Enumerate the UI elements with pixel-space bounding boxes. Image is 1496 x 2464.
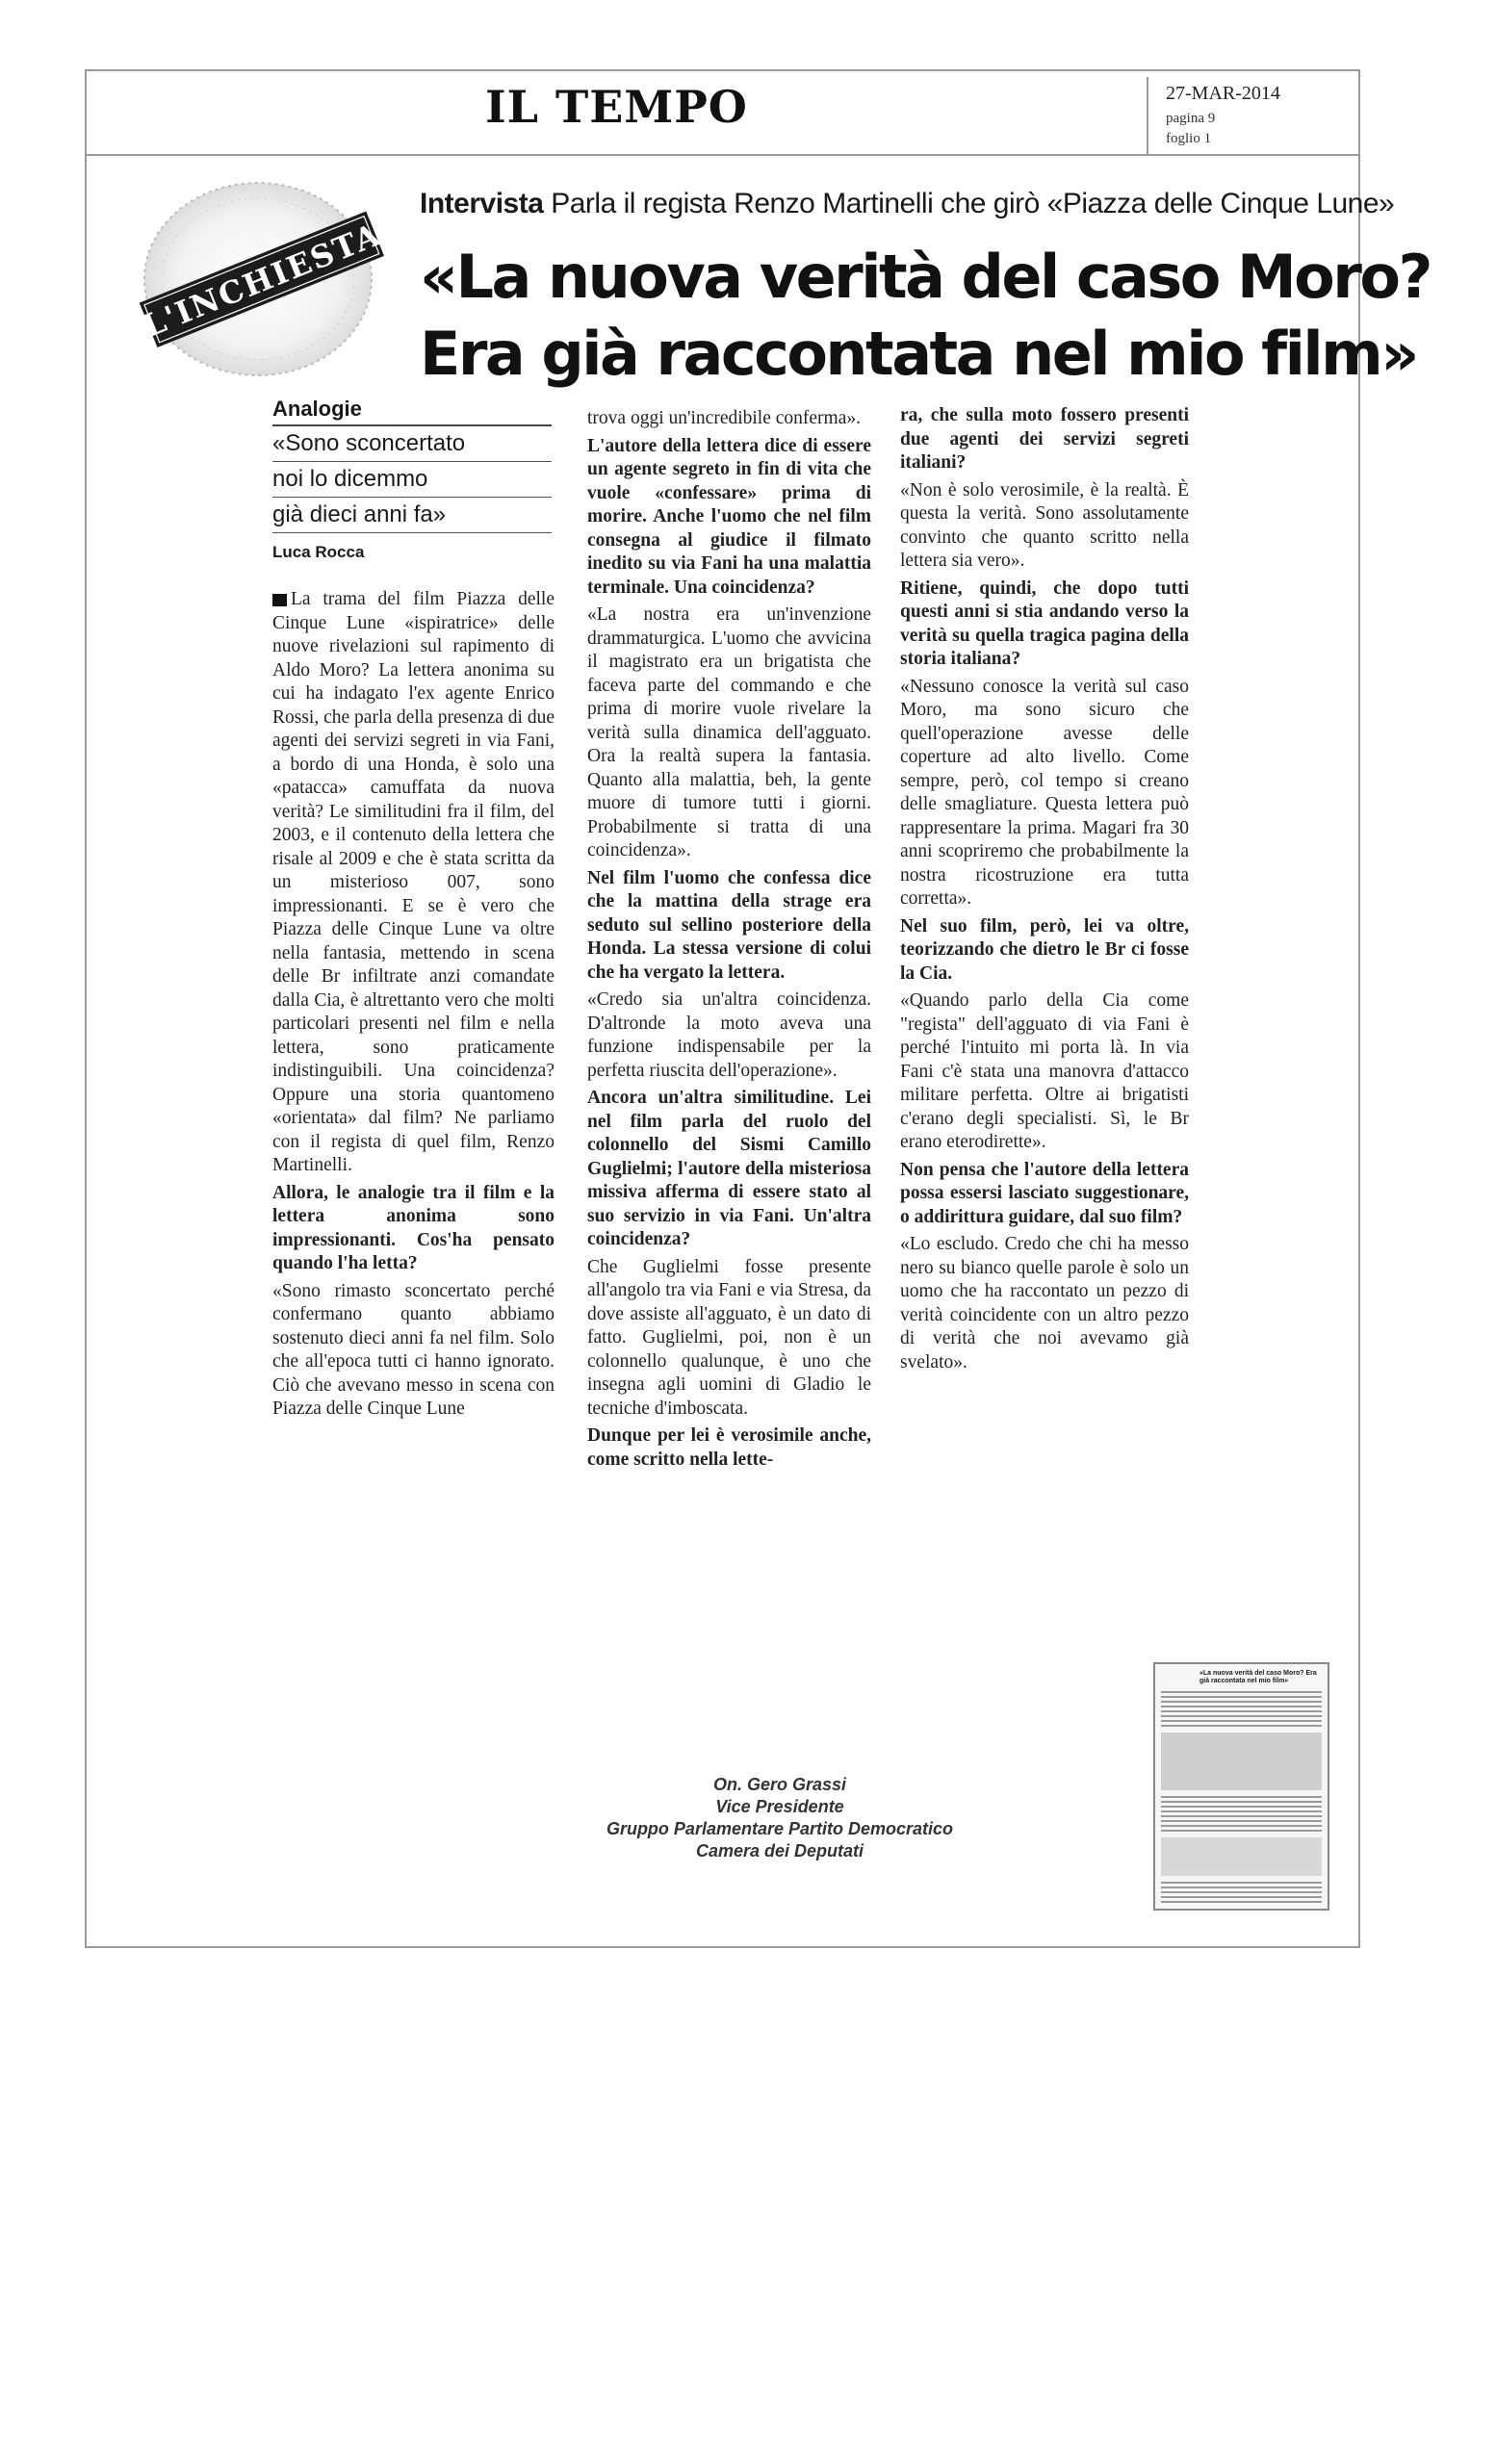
clipping-date: 27-MAR-2014 — [1166, 83, 1280, 104]
paragraph-text: L'autore della lettera dice di essere un agente segreto in fin di vita che vuole «confessare» prima di morire. Anche l'uomo che nel film consegna al giudice il filmato inedito su via Fani ha una malattia terminale. Una coincidenza? — [587, 435, 871, 598]
article-paragraph — [900, 676, 1189, 911]
paragraph-text: La trama del film Piazza delle Cinque Lune «ispiratrice» delle nuove rivelazioni sul rapimento di Aldo Moro? La lettera anonima su cui ha indagato l'ex agente Enrico Rossi, che parla della presenza di due agenti dei servizi segreti in via Fani, a bordo di una Honda, è solo una «patacca» camuffata da nuova verità? Le similitudini fra il film, del 2003, e il contenuto della lettera che risale al 2009 e che è stata scritta da un misterioso 007, sono impressionanti. E se è vero che Piazza delle Cinque Lune va oltre nella fantasia, mettendo in scena delle Br infiltrate anzi comandate dalla Cia, è altrettanto vero che molti particolari presenti nel film e nella lettera, sono praticamente indistinguibili. Una coincidenza? Oppure una storia quantomeno «orientata» dal film? Ne parliamo con il regista di quel film, Renzo Martinelli. — [272, 589, 555, 1175]
interview-question — [900, 404, 1189, 475]
masthead: IL TEMPO — [485, 81, 748, 133]
article-column-1 — [272, 588, 555, 1425]
article-kicker — [420, 188, 1395, 220]
headline-line-1: «La nuova verità del caso Moro? — [420, 242, 1431, 312]
interview-question — [900, 1159, 1189, 1230]
article-headline — [420, 239, 1431, 393]
interview-question — [900, 915, 1189, 987]
signature-name: On. Gero Grassi — [712, 1775, 847, 1794]
clipping-meta — [1147, 77, 1354, 154]
paragraph-text: ra, che sulla moto fossero presenti due agenti dei servizi segreti italiani? — [900, 405, 1189, 473]
paragraph-square-marker — [272, 594, 287, 606]
article-paragraph — [900, 479, 1189, 574]
thumbnail-placeholder-lines — [1161, 1691, 1322, 1903]
paragraph-text: Ancora un'altra similitudine. Lei nel film parla del ruolo del colonnello del Sismi Camillo Guglielmi; l'autore della misteriosa missiva afferma di essere stato al suo servizio in via Fani. Un'altra coincidenza? — [587, 1088, 871, 1249]
paragraph-text: Non pensa che l'autore della lettera possa essersi lasciato suggestionare, o addirittura guidare, dal suo film? — [900, 1159, 1189, 1227]
article-byline: Luca Rocca — [272, 543, 365, 561]
paragraph-text: Nel suo film, però, lei va oltre, teorizzando che dietro le Br ci fosse la Cia. — [900, 915, 1189, 984]
interview-question — [587, 1424, 871, 1472]
article-column-3 — [900, 404, 1189, 1378]
clipping-sheet: foglio 1 — [1166, 131, 1212, 146]
signature-group: Gruppo Parlamentare Partito Democratico — [606, 1819, 954, 1838]
paragraph-text: «Non è solo verosimile, è la realtà. È questa la verità. Sono assolutamente convinto che quanto scritto nella lettera sia vero». — [900, 479, 1189, 571]
paragraph-text: trova oggi un'incredibile conferma». — [587, 408, 861, 428]
article-paragraph — [587, 407, 871, 431]
signature-chamber: Camera dei Deputati — [695, 1841, 864, 1861]
paragraph-text: «Lo escludo. Credo che chi ha messo nero su bianco quelle parole è solo un uomo che ha raccontato un pezzo di verità coincidente con un altro pezzo di verità che noi avevamo già svelato». — [900, 1234, 1189, 1373]
article-paragraph — [587, 603, 871, 863]
thumbnail-headline: «La nuova verità del caso Moro? Era già raccontata nel mio film» — [1199, 1670, 1317, 1684]
signature-role: Vice Presidente — [715, 1797, 844, 1816]
paragraph-text: «Credo sia un'altra coincidenza. D'altronde la moto aveva una funzione indispensabile per la perfetta riuscita dell'operazione». — [587, 989, 871, 1081]
article-paragraph — [272, 1280, 555, 1422]
paragraph-text: «Quando parlo della Cia come "regista" dell'agguato di via Fani è perché l'intuito mi porta là. In via Fani c'è stata una manovra d'attacco militare perfetta. Oltre ai brigatisti c'erano degli specialisti. Sì, le Br erano eterodirette». — [900, 990, 1189, 1152]
sidebar-line: noi lo dicemmo — [272, 462, 552, 498]
sidebar-title: Analogie — [272, 397, 552, 426]
interview-question — [587, 1087, 871, 1252]
inchiesta-stamp — [123, 168, 402, 390]
headline-line-2: Era già raccontata nel mio film» — [420, 319, 1417, 389]
newspaper-header — [85, 69, 1360, 156]
interview-question — [272, 1182, 555, 1276]
paragraph-text: Nel film l'uomo che confessa dice che la mattina della strage era seduto sul sellino posteriore della Honda. La stessa versione di colui che ha vergato la lettera. — [587, 867, 871, 983]
paragraph-text: Dunque per lei è verosimile anche, come scritto nella lette- — [587, 1425, 871, 1470]
sidebar-line: «Sono sconcertato — [272, 426, 552, 462]
stamp-label: L'INCHIESTA — [137, 216, 387, 346]
paragraph-text: «Nessuno conosce la verità sul caso Moro, ma sono sicuro che quell'operazione avesse delle coperture ad alto livello. Come sempre, però, col tempo si creano delle smagliature. Questa lettera può rappresentare la prima. Magari fra 30 anni scopriremo che probabilmente la nostra ricostruzione era tutta corretta». — [900, 676, 1189, 909]
paragraph-text: «La nostra era un'invenzione drammaturgica. L'uomo che avvicina il magistrato era un brigatista che faceva parte del commando e che prima di morire vuole rivelare la verità sulla dinamica dell'agguato. Ora la realtà supera la fantasia. Quanto alla malattia, beh, la gente muore di tumore tutti i giorni. Probabilmente si tratta di una coincidenza». — [587, 604, 871, 860]
article-paragraph — [900, 1233, 1189, 1374]
page-thumbnail — [1153, 1662, 1329, 1911]
kicker-text: Parla il regista Renzo Martinelli che girò «Piazza delle Cinque Lune» — [551, 188, 1395, 219]
article-paragraph — [587, 988, 871, 1083]
article-column-2 — [587, 407, 871, 1476]
paragraph-text: «Sono rimasto sconcertato perché confermano quanto abbiamo sostenuto dieci anni fa nel film. Solo che all'epoca tutti ci hanno ignorato. Ciò che avevano messo in scena con Piazza delle Cinque Lune — [272, 1280, 555, 1419]
article-paragraph — [587, 1256, 871, 1422]
interview-question — [900, 578, 1189, 672]
article-paragraph — [900, 989, 1189, 1155]
paragraph-text: Allora, le analogie tra il film e la lettera anonima sono impressionanti. Cos'ha pensato quando l'ha letta? — [272, 1182, 555, 1273]
article-paragraph — [272, 588, 555, 1178]
kicker-label: Intervista — [420, 188, 544, 219]
paragraph-text: Che Guglielmi fosse presente all'angolo tra via Fani e via Stresa, da dove assiste all'agguato, è un dato di fatto. Guglielmi, poi, non è un colonnello qualunque, è uno che insegna agli uomini di Gladio le tecniche d'imboscata. — [587, 1256, 871, 1419]
signature-block — [549, 1774, 1011, 1862]
interview-question — [587, 867, 871, 986]
sidebar-box — [272, 397, 552, 562]
clipping-page: pagina 9 — [1166, 111, 1216, 126]
paragraph-text: Ritiene, quindi, che dopo tutti questi anni si stia andando verso la verità su quella tragica pagina della storia italiana? — [900, 578, 1189, 669]
sidebar-line: già dieci anni fa» — [272, 498, 552, 533]
interview-question — [587, 435, 871, 601]
